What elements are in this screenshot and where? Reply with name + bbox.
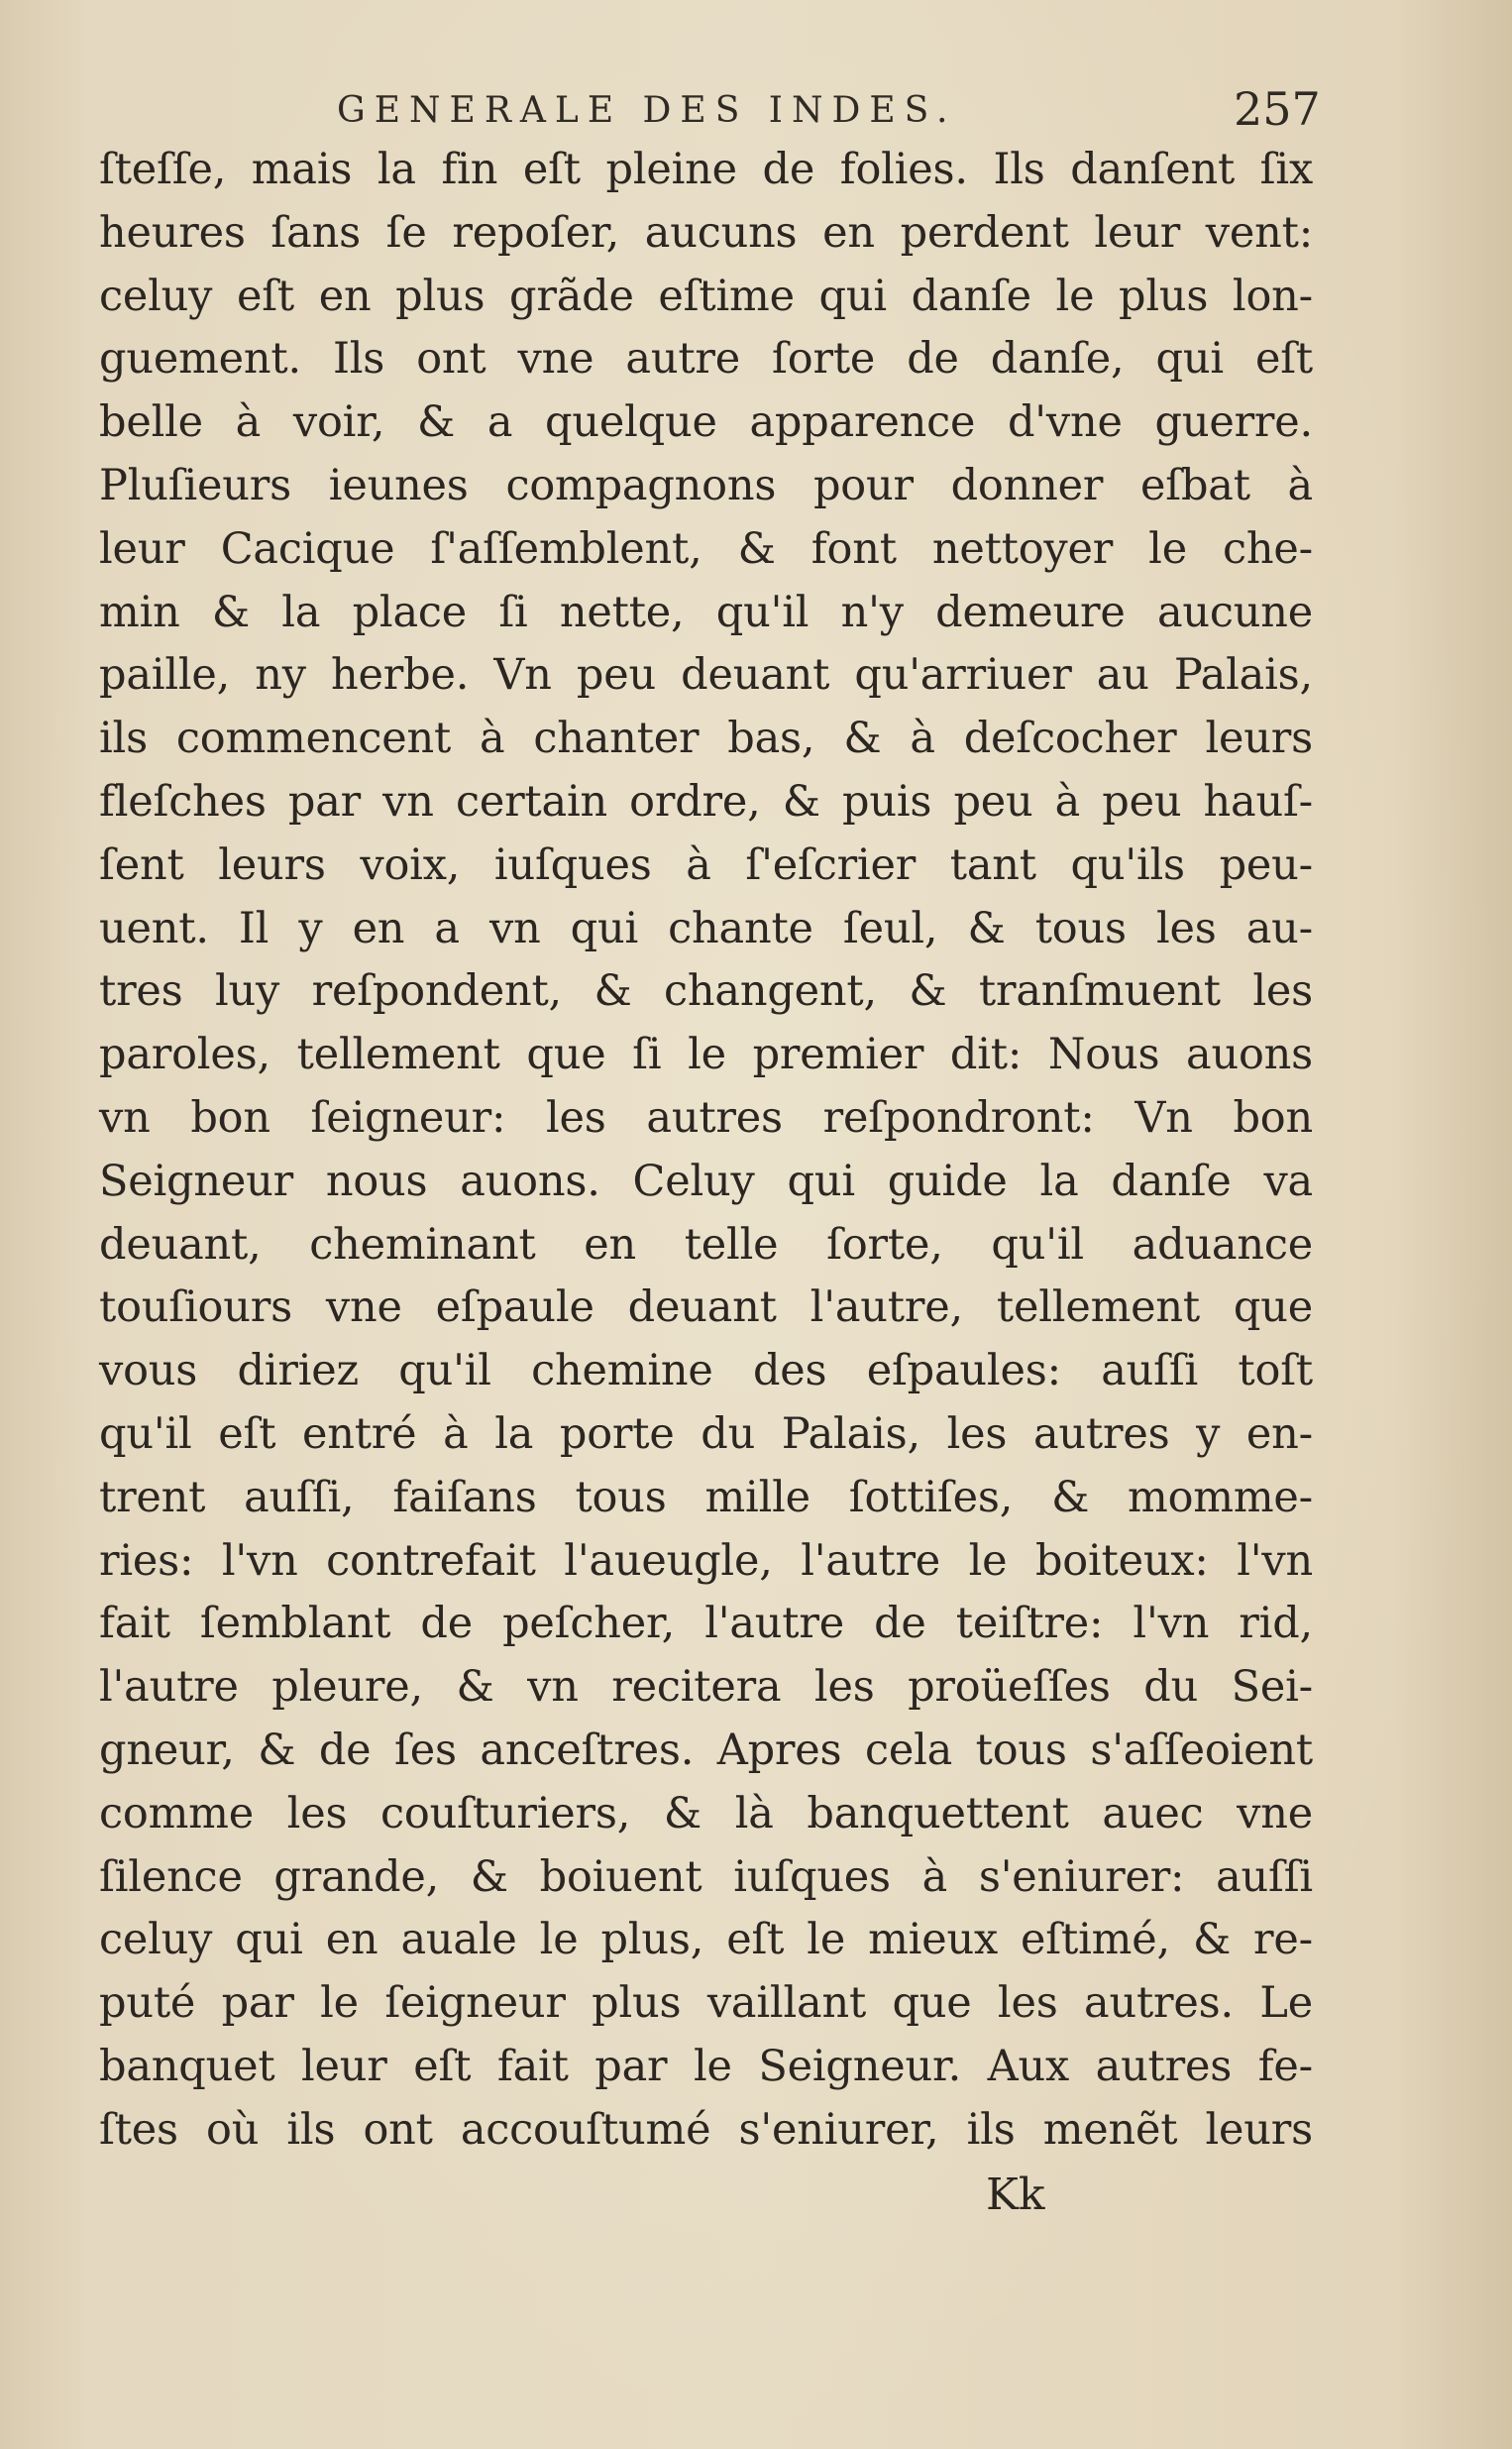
text-line: guement. Ils ont vne autre ſorte de danſe, qui eſt	[99, 334, 1313, 385]
text-line: paroles, tellement que ſi le premier dit: Nous auons	[99, 1030, 1313, 1080]
text-line: celuy qui en auale le plus, eſt le mieux eſtimé, & re-	[99, 1915, 1313, 1965]
text-line: l'autre pleure, & vn recitera les proüeſſes du Sei-	[99, 1662, 1313, 1713]
text-line: deuant, cheminant en telle ſorte, qu'il aduance	[99, 1219, 1313, 1270]
text-line: heures ſans ſe repoſer, aucuns en perdent leur vent:	[99, 207, 1313, 258]
text-line: comme les couſturiers, & là banquettent auec vne	[99, 1788, 1313, 1838]
text-line: ſent leurs voix, iuſques à ſ'eſcrier tant qu'ils peu-	[99, 839, 1313, 890]
text-line: touſiours vne eſpaule deuant l'autre, tellement que	[99, 1282, 1313, 1333]
text-line: belle à voir, & a quelque apparence d'vne guerre.	[99, 397, 1313, 448]
text-line: trent auſſi, faiſans tous mille ſottiſes, & momme-	[99, 1472, 1313, 1522]
text-line: celuy eſt en plus grãde eſtime qui danſe le plus lon-	[99, 271, 1313, 321]
text-line: banquet leur eſt fait par le Seigneur. Aux autres fe-	[99, 2041, 1313, 2091]
text-line: fait ſemblant de peſcher, l'autre de teiſtre: l'vn rid,	[99, 1599, 1313, 1649]
page-number: 257	[1234, 82, 1321, 136]
text-line: ſteſſe, mais la fin eſt pleine de folies. Ils danſent ſix	[99, 145, 1313, 194]
text-line: ſilence grande, & boiuent iuſques à s'eniurer: auſſi	[99, 1851, 1313, 1902]
text-line: gneur, & de ſes anceſtres. Apres cela tous s'aſſeoient	[99, 1725, 1313, 1775]
text-line: Seigneur nous auons. Celuy qui guide la danſe va	[99, 1156, 1313, 1206]
text-line: min & la place ſi nette, qu'il n'y demeure aucune	[99, 587, 1313, 637]
text-line: ils commencent à chanter bas, & à deſcocher leurs	[99, 714, 1313, 764]
text-line: vn bon ſeigneur: les autres reſpondront: Vn bon	[99, 1092, 1313, 1143]
text-line: ries: l'vn contrefait l'aueugle, l'autre le boiteux: l'vn	[99, 1535, 1313, 1586]
running-title: GENERALE DES INDES.	[337, 90, 957, 131]
text-line: Pluſieurs ieunes compagnons pour donner eſbat à	[99, 460, 1313, 510]
text-line: puté par le ſeigneur plus vaillant que les autres. Le	[99, 1978, 1313, 2029]
page-header	[337, 81, 1328, 141]
body-text	[99, 139, 1313, 2163]
text-line: uent. Il y en a vn qui chante ſeul, & tous les au-	[99, 903, 1313, 953]
text-line: ſtes où ils ont accouſtumé s'eniurer, ils menẽt leurs	[99, 2104, 1313, 2155]
text-line: fleſches par vn certain ordre, & puis peu à peu hauſ-	[99, 776, 1313, 827]
text-line: leur Cacique ſ'aſſemblent, & font nettoyer le che-	[99, 523, 1313, 574]
text-line: tres luy reſpondent, & changent, & tranſmuent les	[99, 966, 1313, 1017]
text-line: qu'il eſt entré à la porte du Palais, les autres y en-	[99, 1408, 1313, 1459]
text-line: paille, ny herbe. Vn peu deuant qu'arriuer au Palais,	[99, 650, 1313, 701]
text-line: vous diriez qu'il chemine des eſpaules: auſſi toſt	[99, 1346, 1313, 1396]
signature-mark: Kk	[986, 2170, 1045, 2220]
